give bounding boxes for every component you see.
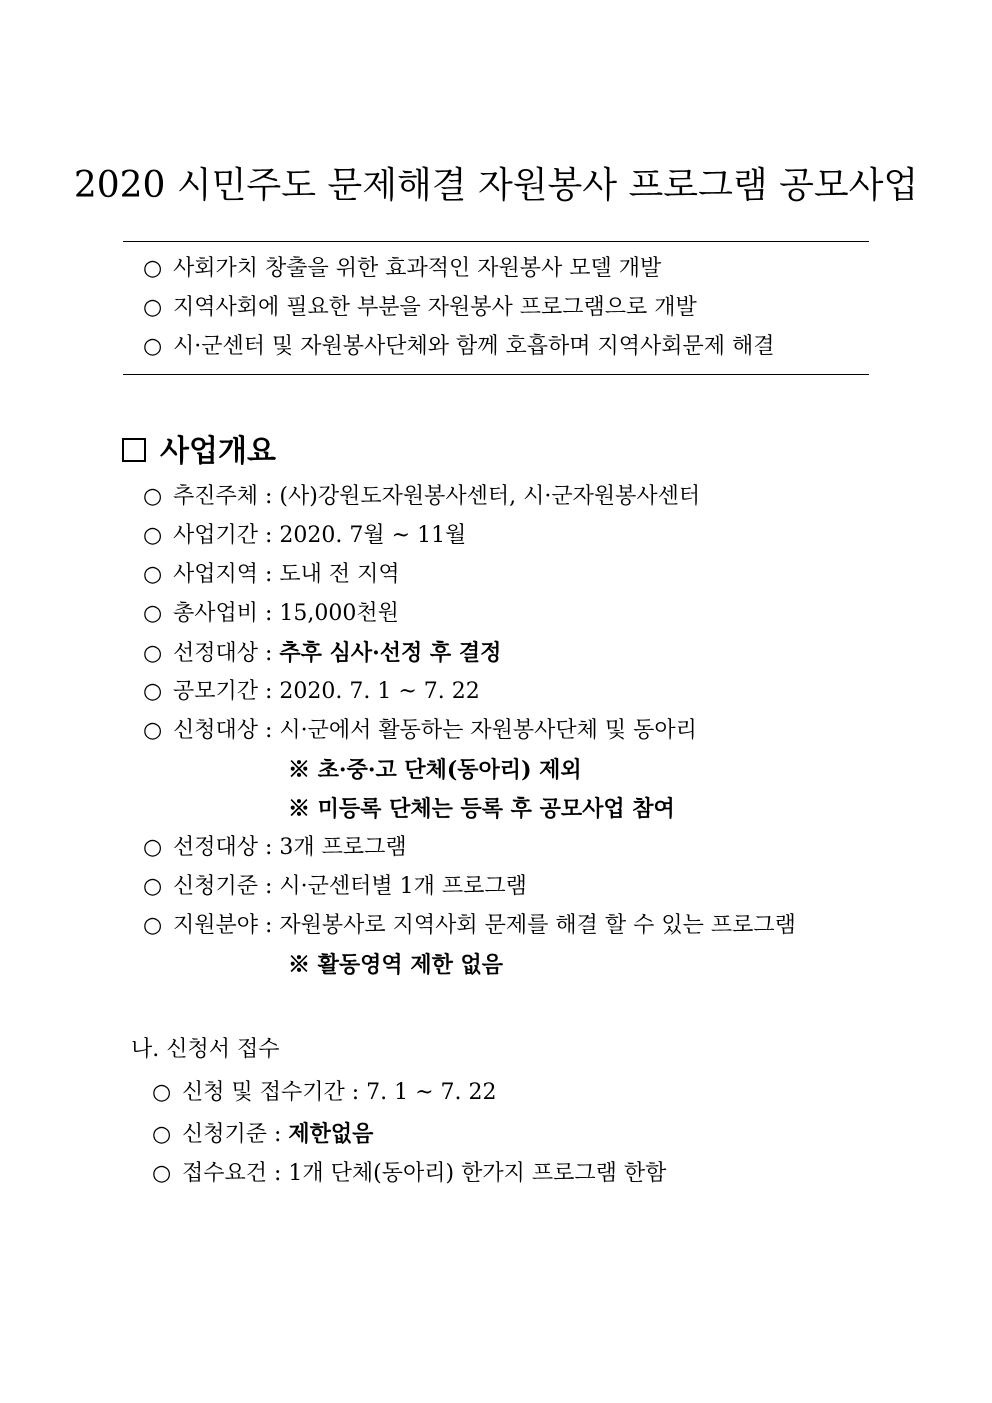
item-value: 추후 심사·선정 후 결정	[279, 640, 502, 666]
top-divider	[123, 241, 869, 242]
overview-item	[143, 521, 466, 551]
circle-bullet-icon: ○	[143, 641, 163, 666]
overview-item	[143, 911, 796, 941]
goal-text: 지역사회에 필요한 부분을 자원봉사 프로그램으로 개발	[173, 295, 697, 320]
item-label: 공모기간 :	[173, 679, 280, 704]
item-label: 지원분야 :	[173, 913, 280, 938]
page-title: 2020 시민주도 문제해결 자원봉사 프로그램 공모사업	[73, 165, 919, 206]
item-value: 15,000천원	[279, 601, 399, 626]
note-text: ※ 초·중·고 단체(동아리) 제외	[288, 757, 582, 783]
overview-item	[143, 482, 700, 512]
item-label: 총사업비 :	[173, 601, 280, 626]
circle-bullet-icon: ○	[143, 295, 163, 320]
overview-item	[143, 599, 399, 629]
circle-bullet-icon: ○	[152, 1080, 172, 1105]
circle-bullet-icon: ○	[143, 835, 163, 860]
circle-bullet-icon: ○	[143, 601, 163, 626]
item-label: 신청 및 접수기간 :	[182, 1080, 367, 1105]
item-label: 사업기간 :	[173, 523, 280, 548]
overview-item	[143, 560, 400, 590]
circle-bullet-icon: ○	[143, 718, 163, 743]
goal-item	[143, 332, 775, 362]
item-label: 선정대상 :	[173, 641, 280, 666]
note-text: ※ 미등록 단체는 등록 후 공모사업 참여	[288, 796, 675, 822]
circle-bullet-icon: ○	[152, 1122, 172, 1147]
circle-bullet-icon: ○	[143, 484, 163, 509]
item-value: 3개 프로그램	[279, 835, 407, 860]
application-item	[152, 1078, 497, 1108]
application-item	[152, 1119, 373, 1150]
item-label: 접수요건 :	[182, 1161, 289, 1186]
item-label: 신청대상 :	[173, 718, 280, 743]
overview-item	[143, 716, 697, 746]
bottom-divider	[123, 374, 869, 375]
goal-item	[143, 293, 697, 323]
circle-bullet-icon: ○	[143, 256, 163, 281]
circle-bullet-icon: ○	[152, 1161, 172, 1186]
item-value: 시·군에서 활동하는 자원봉사단체 및 동아리	[279, 718, 697, 743]
item-label: 신청기준 :	[173, 874, 280, 899]
circle-bullet-icon: ○	[143, 523, 163, 548]
overview-item	[143, 677, 480, 707]
item-value: (사)강원도자원봉사센터, 시·군자원봉사센터	[279, 484, 701, 509]
item-label: 선정대상 :	[173, 835, 280, 860]
item-value: 자원봉사로 지역사회 문제를 해결 할 수 있는 프로그램	[279, 913, 796, 938]
item-value: 2020. 7월 ~ 11월	[279, 523, 467, 548]
section-heading-overview	[122, 432, 276, 472]
item-label: 추진주체 :	[173, 484, 280, 509]
item-value: 제한없음	[288, 1121, 374, 1147]
circle-bullet-icon: ○	[143, 679, 163, 704]
note-text: ※ 활동영역 제한 없음	[288, 952, 503, 978]
overview-item	[143, 833, 407, 863]
overview-item	[143, 872, 527, 902]
circle-bullet-icon: ○	[143, 874, 163, 899]
item-value: 도내 전 지역	[279, 562, 400, 587]
item-value: 시·군센터별 1개 프로그램	[279, 874, 527, 899]
item-value: 1개 단체(동아리) 한가지 프로그램 한함	[288, 1161, 667, 1186]
goal-item	[143, 254, 661, 284]
item-label: 신청기준 :	[182, 1122, 289, 1147]
item-label: 사업지역 :	[173, 562, 280, 587]
item-value: 7. 1 ~ 7. 22	[366, 1080, 497, 1105]
section-heading-text: 사업개요	[160, 434, 276, 469]
overview-item	[143, 638, 501, 669]
application-item	[152, 1159, 666, 1189]
goal-text: 시·군센터 및 자원봉사단체와 함께 호흡하며 지역사회문제 해결	[173, 334, 775, 359]
checkbox-square-icon	[122, 438, 146, 462]
circle-bullet-icon: ○	[143, 562, 163, 587]
circle-bullet-icon: ○	[143, 913, 163, 938]
item-value: 2020. 7. 1 ~ 7. 22	[279, 679, 480, 704]
circle-bullet-icon: ○	[143, 334, 163, 359]
section-heading-application: 나. 신청서 접수	[131, 1037, 280, 1062]
goal-text: 사회가치 창출을 위한 효과적인 자원봉사 모델 개발	[173, 256, 662, 281]
